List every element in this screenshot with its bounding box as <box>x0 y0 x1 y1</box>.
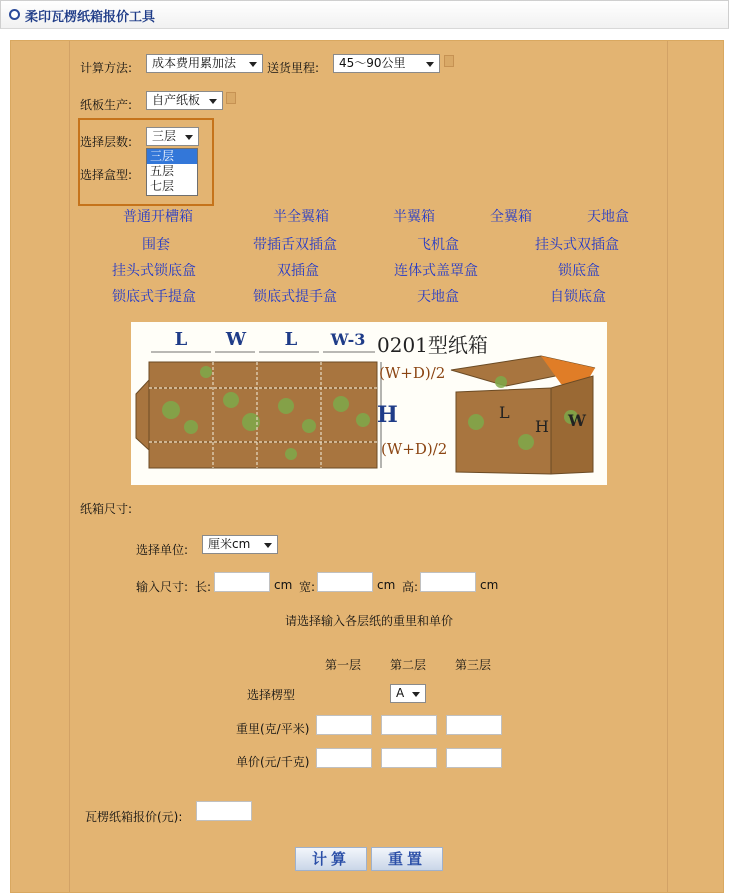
layers-option[interactable]: 五层 <box>150 164 175 178</box>
distance-label: 送货里程: <box>267 61 320 75</box>
quote-output[interactable] <box>196 801 252 821</box>
layers-label: 选择层数: <box>80 135 133 149</box>
dim-label-l2: L <box>284 329 298 350</box>
figure-title: 0201型纸箱 <box>377 333 488 357</box>
dieline-top-flaps <box>149 362 377 388</box>
decorative-square <box>226 92 236 104</box>
box-type-link[interactable]: 飞机盒 <box>417 237 459 253</box>
column-header-1: 第一层 <box>325 658 362 672</box>
flute-select[interactable] <box>390 684 426 703</box>
circle-bullet-icon <box>9 9 20 20</box>
box-type-link[interactable]: 锁底式手提盒 <box>112 289 196 305</box>
unit-select[interactable] <box>202 535 278 554</box>
chevron-down-icon <box>249 62 257 67</box>
box-type-link[interactable]: 天地盒 <box>417 289 459 305</box>
layers-dropdown-list <box>146 148 198 196</box>
box-type-link[interactable]: 全翼箱 <box>490 209 532 225</box>
box-0201-diagram <box>131 322 607 485</box>
board-select-value: 自产纸板 <box>152 93 201 107</box>
layers-option[interactable]: 七层 <box>150 179 175 193</box>
price-input-1[interactable] <box>316 748 372 768</box>
reset-button[interactable]: 重置 <box>371 847 443 871</box>
flap-bottom-label: (W+D)/2 <box>381 440 448 458</box>
box-type-link[interactable]: 半全翼箱 <box>273 209 329 225</box>
decorative-square <box>444 55 454 67</box>
height-unit: cm <box>480 578 499 592</box>
price-input-3[interactable] <box>446 748 502 768</box>
dieline-body <box>149 388 377 442</box>
dim-label-w1: W <box>225 329 247 350</box>
chevron-down-icon <box>185 135 193 140</box>
chevron-down-icon <box>264 543 272 548</box>
box-type-link[interactable]: 双插盒 <box>277 263 319 279</box>
board-select[interactable] <box>146 91 223 110</box>
panel-guide-right <box>667 41 668 892</box>
length-unit: cm <box>274 578 293 592</box>
column-header-3: 第三层 <box>455 658 492 672</box>
box-type-link[interactable]: 挂头式双插盒 <box>535 237 619 253</box>
dim-label-w2: W-3 <box>330 330 366 349</box>
weight-input-3[interactable] <box>446 715 502 735</box>
method-select[interactable] <box>146 54 263 73</box>
box-type-link[interactable]: 带插舌双插盒 <box>253 237 337 253</box>
box-label-h: H <box>535 417 549 436</box>
box-label-l: L <box>499 403 510 422</box>
dieline-left-tab <box>136 380 149 450</box>
length-input[interactable] <box>214 572 270 592</box>
box-diagram-svg <box>131 322 607 485</box>
distance-select[interactable] <box>333 54 440 73</box>
box-type-link[interactable]: 连体式盖罩盒 <box>394 263 478 279</box>
weight-input-1[interactable] <box>316 715 372 735</box>
layers-option[interactable]: 三层 <box>147 149 197 164</box>
height-input[interactable] <box>420 572 476 592</box>
box-type-label: 选择盒型: <box>80 168 133 182</box>
flap-top-label: (W+D)/2 <box>379 364 446 382</box>
layers-select[interactable] <box>146 127 199 146</box>
unit-label: 选择单位: <box>136 543 189 557</box>
method-select-value: 成本费用累加法 <box>152 56 237 70</box>
board-label: 纸板生产: <box>80 98 133 112</box>
column-header-2: 第二层 <box>390 658 427 672</box>
chevron-down-icon <box>209 99 217 104</box>
method-label: 计算方法: <box>80 61 133 75</box>
distance-select-value: 45～90公里 <box>339 56 406 70</box>
box-type-link[interactable]: 围套 <box>142 237 170 253</box>
quote-label: 瓦楞纸箱报价(元): <box>85 810 183 824</box>
box-type-link[interactable]: 天地盒 <box>587 209 629 225</box>
page-header <box>0 0 729 29</box>
weight-input-2[interactable] <box>381 715 437 735</box>
unit-select-value: 厘米cm <box>208 537 251 551</box>
flute-select-value: A <box>396 686 405 700</box>
price-input-2[interactable] <box>381 748 437 768</box>
paper-heading: 请选择输入各层纸的重里和单价 <box>285 614 454 628</box>
box-type-link[interactable]: 锁底盒 <box>558 263 600 279</box>
weight-label: 重里(克/平米) <box>236 722 310 736</box>
box-type-link[interactable]: 锁底式提手盒 <box>253 289 337 305</box>
box-label-w: W <box>568 411 586 430</box>
size-label: 纸箱尺寸: <box>80 502 133 516</box>
price-label: 单价(元/千克) <box>236 755 310 769</box>
box-type-link[interactable]: 自锁底盒 <box>550 289 606 305</box>
height-label: 高: <box>402 580 419 594</box>
width-input[interactable] <box>317 572 373 592</box>
box-type-link[interactable]: 半翼箱 <box>393 209 435 225</box>
height-label: H <box>377 402 398 428</box>
dim-label-l1: L <box>174 329 188 350</box>
chevron-down-icon <box>426 62 434 67</box>
box-type-link[interactable]: 挂头式锁底盒 <box>112 263 196 279</box>
page-title: 柔印瓦楞纸箱报价工具 <box>25 10 156 25</box>
dieline-bottom-flaps <box>149 442 377 468</box>
length-label: 长: <box>195 580 212 594</box>
layers-select-value: 三层 <box>152 129 177 143</box>
calculate-button[interactable]: 计算 <box>295 847 367 871</box>
width-label: 宽: <box>299 580 316 594</box>
width-unit: cm <box>377 578 396 592</box>
size-input-label: 输入尺寸: <box>136 580 189 594</box>
panel-guide-left <box>69 41 70 892</box>
flute-label: 选择楞型 <box>247 688 296 702</box>
chevron-down-icon <box>412 692 420 697</box>
box-type-link[interactable]: 普通开槽箱 <box>123 209 193 225</box>
